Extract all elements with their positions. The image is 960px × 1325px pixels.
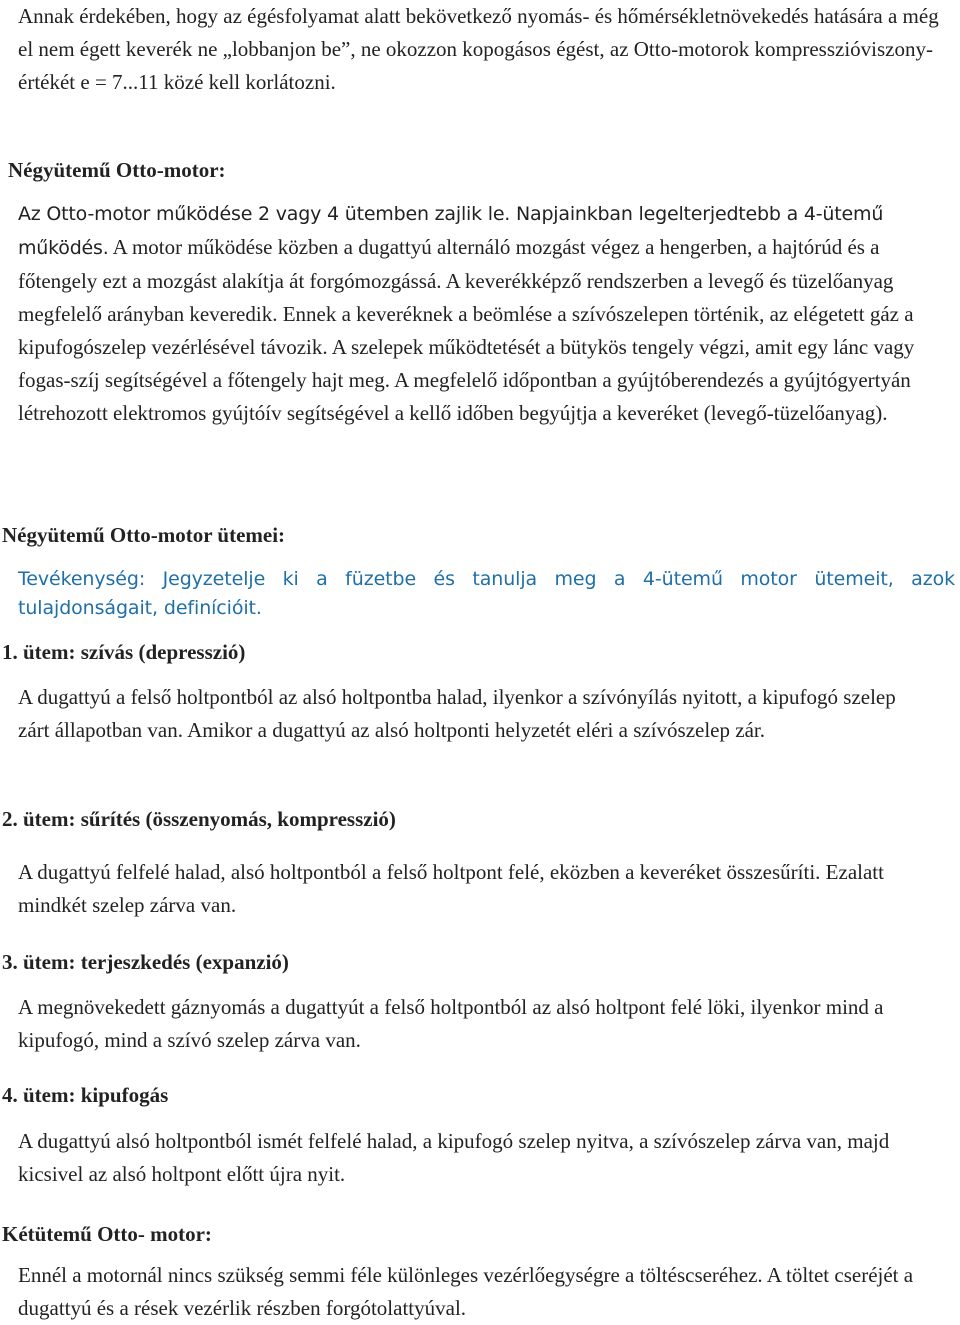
stroke-2-title: 2. ütem: sűrítés (összenyomás, kompresszió) (2, 807, 396, 831)
intro-paragraph: Annak érdekében, hogy az égésfolyamat alatt bekövetkező nyomás- és hőmérsékletnövekedés hatására a még el nem égett keverék ne „lobbanjon be”, ne okozzon kopogásos égést, az Otto-motorok kompresszióviszony-értékét e = 7...11 közé kell korlátozni. (18, 4, 939, 94)
strokes-heading: Négyütemű Otto-motor ütemei: (2, 523, 286, 547)
two-stroke-heading: Kétütemű Otto- motor: (2, 1222, 212, 1246)
stroke-4-text: A dugattyú alsó holtpontból ismét felfelé halad, a kipufogó szelep nyitva, a szívószelep zárva van, majd kicsivel az alsó holtpont előtt újra nyit. (18, 1129, 890, 1186)
activity-instruction: Tevékenység: Jegyzetelje ki a füzetbe és tanulja meg a 4-ütemű motor ütemeit, azok tulajdonságait, definícióit. (18, 568, 955, 619)
four-stroke-intro-text: Az Otto-motor működése 2 vagy 4 ütemben zajlik le. Napjainkban legelterjedtebb a 4-ütemű működés. (18, 203, 884, 259)
stroke-2-text: A dugattyú felfelé halad, alsó holtpontból a felső holtpont felé, eközben a keveréket összesűríti. Ezalatt mindkét szelep zárva van. (18, 860, 884, 917)
stroke-1-text: A dugattyú a felső holtpontból az alsó holtpontba halad, ilyenkor a szívónyílás nyitott, a kipufogó szelep zárt állapotban van. Amikor a dugattyú az alsó holtponti helyzetét eléri a szívószelep zár. (18, 685, 896, 742)
stroke-1-title: 1. ütem: szívás (depresszió) (2, 640, 246, 664)
two-stroke-paragraph: Ennél a motornál nincs szükség semmi féle különleges vezérlőegységre a töltéscseréhez. A töltet cseréjét a dugattyú és a rések vezérlik részben forgótolattyúval. (18, 1263, 914, 1320)
stroke-4-title: 4. ütem: kipufogás (2, 1083, 169, 1107)
four-stroke-paragraph (18, 197, 943, 430)
four-stroke-heading: Négyütemű Otto-motor: (8, 158, 226, 182)
stroke-3-text: A megnövekedett gáznyomás a dugattyút a felső holtpontból az alsó holtpont felé löki, ilyenkor mind a kipufogó, mind a szívó szelep zárva van. (18, 995, 884, 1052)
four-stroke-body-text: A motor működése közben a dugattyú alternáló mozgást végez a hengerben, a hajtórúd és a főtengely ezt a mozgást alakítja át forgómozgássá. A keverékképző rendszerben a levegő és tüzelőanyag megfelelő arányban keveredik. Ennek a keveréknek a beömlése a szívószelepen történik, az elégetett gáz a kipufogószelep vezérlésével távozik. A szelepek működtetését a bütykös tengely végzi, amit egy lánc vagy fogas-szíj segítségével a főtengely hajt meg. A megfelelő időpontban a gyújtóberendezés a gyújtógyertyán létrehozott elektromos gyújtóív segítségével a kellő időben begyújtja a keveréket (levegő-tüzelőanyag). (18, 235, 915, 425)
stroke-3-title: 3. ütem: terjeszkedés (expanzió) (2, 950, 289, 974)
